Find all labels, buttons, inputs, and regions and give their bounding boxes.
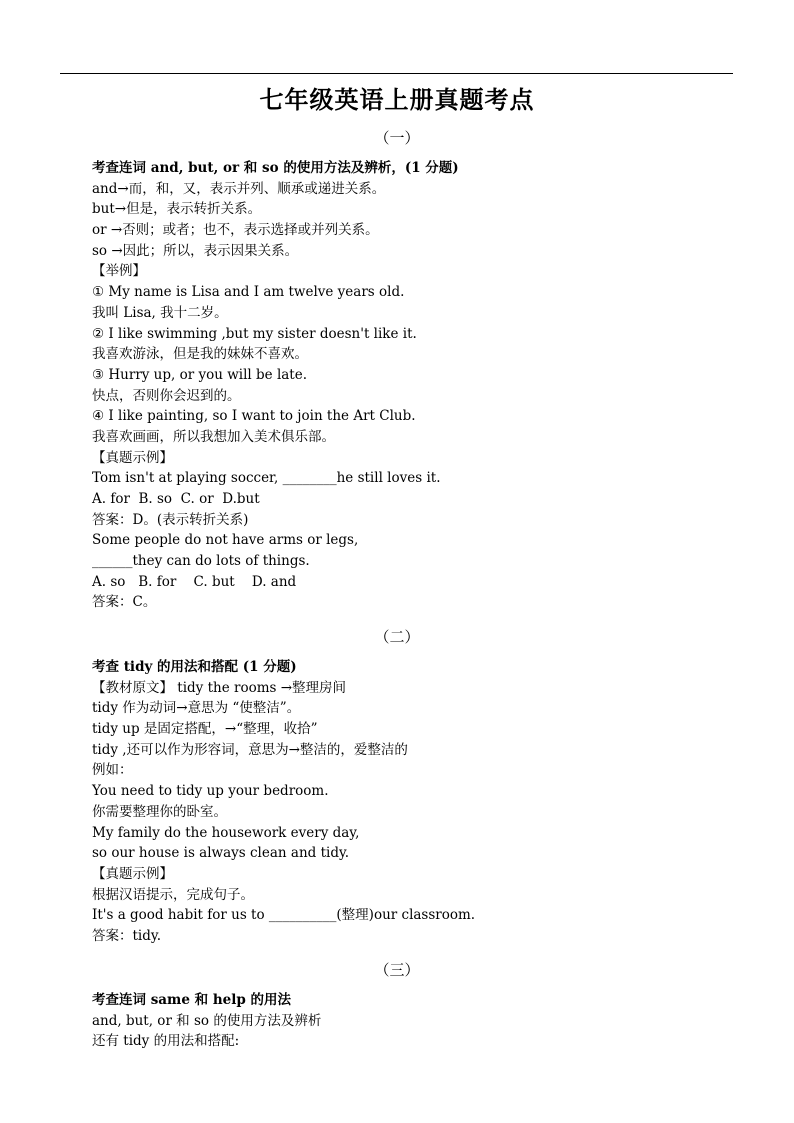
- text-line: A. for B. so C. or D.but: [92, 491, 260, 507]
- text-line: 我喜欢游泳，但是我的妹妹不喜欢。: [92, 346, 308, 363]
- text-line: ④ I like painting, so I want to join the Art Club.: [92, 408, 416, 425]
- topic-heading: 考查连词 and, but, or 和 so 的使用方法及辨析，(1 分题): [92, 160, 459, 176]
- text-line: 例如：: [92, 762, 133, 779]
- page-title: 七年级英语上册真题考点: [259, 85, 535, 114]
- text-line: 【真题示例】: [92, 865, 173, 882]
- text-line: 还有 tidy 的用法和搭配:: [92, 1033, 240, 1050]
- text-line: tidy ,还可以作为形容词，意思为→整洁的，爱整洁的: [92, 741, 408, 758]
- section-3-body: [92, 990, 742, 1052]
- text-line: so →因此；所以，表示因果关系。: [92, 242, 299, 259]
- topic-heading: 考查 tidy 的用法和搭配 (1 分题): [92, 659, 297, 675]
- section-1-body: [92, 158, 742, 613]
- text-line: tidy up 是固定搭配，→“整理，收拾”: [92, 721, 318, 738]
- text-line: 我喜欢画画，所以我想加入美术俱乐部。: [92, 428, 335, 445]
- text-line: 【教材原文】 tidy the rooms →整理房间: [92, 679, 347, 696]
- text-line: 答案：D。(表示转折关系): [92, 511, 249, 528]
- text-line: or →否则；或者；也不，表示选择或并列关系。: [92, 222, 379, 239]
- text-line: 答案：C。: [92, 594, 157, 611]
- text-line: so our house is always clean and tidy.: [92, 845, 350, 862]
- section-2-body: [92, 657, 742, 947]
- topic-heading: 考查连词 same 和 help 的用法: [92, 992, 291, 1008]
- text-line: A. so B. for C. but D. and: [92, 573, 297, 590]
- section-heading-2: （二）: [374, 628, 420, 646]
- text-line: tidy 作为动词→意思为 “使整洁”。: [92, 700, 301, 717]
- text-line: You need to tidy up your bedroom.: [92, 783, 329, 800]
- text-line: and, but, or 和 so 的使用方法及辨析: [92, 1012, 322, 1029]
- text-line: 【真题示例】: [92, 449, 173, 466]
- text-line: 【举例】: [92, 263, 146, 280]
- text-line: My family do the housework every day,: [92, 824, 360, 841]
- text-line: 快点，否则你会迟到的。: [92, 387, 241, 404]
- text-line: It's a good habit for us to __________(整理)our classroom.: [92, 907, 476, 924]
- text-line: 你需要整理你的卧室。: [92, 803, 227, 820]
- text-line: 根据汉语提示，完成句子。: [92, 886, 254, 903]
- section-heading-3: （三）: [374, 961, 420, 979]
- text-line: 答案：tidy.: [92, 927, 162, 944]
- text-line: 我叫 Lisa, 我十二岁。: [92, 304, 228, 321]
- text-line: Some people do not have arms or legs,: [92, 532, 359, 549]
- text-line: ① My name is Lisa and I am twelve years old.: [92, 284, 405, 301]
- text-line: and→而，和，又，表示并列、顺承或递进关系。: [92, 180, 386, 197]
- section-heading-1: （一）: [374, 129, 420, 147]
- text-line: ③ Hurry up, or you will be late.: [92, 366, 308, 383]
- text-line: ② I like swimming ,but my sister doesn't like it.: [92, 325, 417, 342]
- text-line: Tom isn't at playing soccer, ________he still loves it.: [92, 470, 441, 487]
- text-line: but→但是，表示转折关系。: [92, 201, 262, 218]
- top-rule: [60, 73, 733, 74]
- text-line: ______they can do lots of things.: [92, 553, 310, 570]
